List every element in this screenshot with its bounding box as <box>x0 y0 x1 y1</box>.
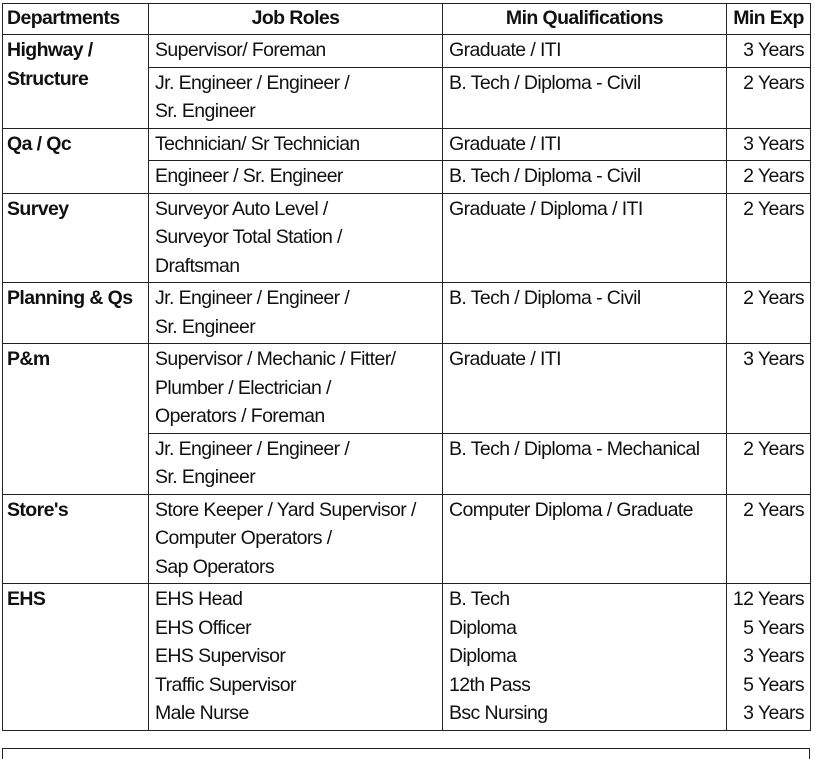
qualification-text: B. Tech / Diploma - Mechanical <box>449 437 700 460</box>
table-row <box>3 344 811 434</box>
job-role-cell <box>149 161 443 194</box>
experience-cell <box>727 584 811 731</box>
job-role-text: Sr. Engineer <box>155 100 256 122</box>
department-cell <box>3 35 149 129</box>
table-row <box>3 584 811 731</box>
bottom-table-edge <box>2 748 810 759</box>
qualification-text: Computer Diploma / Graduate <box>449 498 693 521</box>
qualification-cell <box>443 433 727 494</box>
qualification-cell <box>443 128 727 161</box>
experience-text: 3 Years <box>743 39 804 61</box>
job-role-cell <box>149 67 443 128</box>
qualification-text: Bsc Nursing <box>449 702 548 724</box>
qualification-cell <box>443 67 727 128</box>
department-cell <box>3 494 149 584</box>
header-departments: Departments <box>3 4 149 35</box>
qualification-text: B. Tech / Diploma - Civil <box>449 287 641 309</box>
experience-cell <box>727 193 811 283</box>
job-role-cell <box>149 584 443 731</box>
table-header-row <box>3 4 811 35</box>
job-role-cell <box>149 283 443 344</box>
qualification-text: Diploma <box>449 616 517 639</box>
table-row <box>3 128 811 161</box>
experience-text: 5 Years <box>743 673 804 696</box>
experience-text: 2 Years <box>743 71 804 94</box>
qualification-text: B. Tech <box>449 588 510 610</box>
table-row <box>3 193 811 283</box>
header-min-exp: Min Exp <box>727 4 811 35</box>
qualification-text: B. Tech / Diploma - Civil <box>449 71 641 94</box>
job-role-text: Sap Operators <box>155 555 275 578</box>
experience-cell <box>727 128 811 161</box>
experience-text: 2 Years <box>743 498 804 521</box>
job-role-cell <box>149 433 443 494</box>
job-role-text: EHS Supervisor <box>155 645 286 667</box>
table-row <box>3 283 811 344</box>
qualification-text: Graduate / ITI <box>449 348 561 370</box>
table-row <box>3 35 811 68</box>
job-role-text: Traffic Supervisor <box>155 673 296 696</box>
department-label: Planning & Qs <box>7 287 133 309</box>
job-role-text: Jr. Engineer / Engineer / <box>155 287 350 309</box>
job-role-text: Supervisor/ Foreman <box>155 39 326 61</box>
job-role-text: Engineer / Sr. Engineer <box>155 165 343 187</box>
job-role-text: EHS Officer <box>155 616 251 639</box>
experience-cell <box>727 433 811 494</box>
qualification-cell <box>443 161 727 194</box>
header-min-qualifications: Min Qualifications <box>443 4 727 35</box>
experience-text: 2 Years <box>743 165 804 187</box>
qualification-text: B. Tech / Diploma - Civil <box>449 165 641 187</box>
job-role-text: Surveyor Auto Level / <box>155 197 328 220</box>
job-role-text: Jr. Engineer / Engineer / <box>155 71 350 94</box>
qualification-text: 12th Pass <box>449 673 531 696</box>
qualification-cell <box>443 35 727 68</box>
experience-cell <box>727 344 811 434</box>
experience-cell <box>727 494 811 584</box>
job-role-text: Jr. Engineer / Engineer / <box>155 437 350 460</box>
qualification-text: Diploma <box>449 645 517 667</box>
experience-text: 3 Years <box>743 132 804 155</box>
experience-text: 2 Years <box>743 197 804 220</box>
table-body <box>3 35 811 731</box>
experience-cell <box>727 35 811 68</box>
job-role-cell <box>149 344 443 434</box>
job-role-text: Plumber / Electrician / <box>155 376 331 399</box>
experience-cell <box>727 161 811 194</box>
experience-text: 3 Years <box>743 645 804 667</box>
department-cell <box>3 344 149 495</box>
experience-cell <box>727 283 811 344</box>
qualification-cell <box>443 193 727 283</box>
department-label: Highway / <box>7 39 93 61</box>
qualification-cell <box>443 584 727 731</box>
job-role-cell <box>149 193 443 283</box>
job-role-text: Sr. Engineer <box>155 315 256 338</box>
job-role-text: EHS Head <box>155 588 243 610</box>
experience-text: 3 Years <box>743 348 804 370</box>
header-job-roles: Job Roles <box>149 4 443 35</box>
job-role-cell <box>149 494 443 584</box>
department-label: Survey <box>7 197 69 220</box>
job-role-text: Sr. Engineer <box>155 466 256 488</box>
job-role-text: Computer Operators / <box>155 527 332 549</box>
qualification-text: Graduate / ITI <box>449 39 561 61</box>
jobs-table <box>2 3 811 731</box>
qualification-text: Graduate / ITI <box>449 132 561 155</box>
qualification-cell <box>443 344 727 434</box>
experience-text: 2 Years <box>743 437 804 460</box>
job-role-text: Supervisor / Mechanic / Fitter/ <box>155 348 396 370</box>
job-role-text: Technician/ Sr Technician <box>155 132 360 155</box>
job-role-text: Surveyor Total Station / <box>155 226 342 248</box>
department-cell <box>3 193 149 283</box>
job-role-text: Male Nurse <box>155 702 249 724</box>
experience-text: 12 Years <box>732 588 804 610</box>
table-row <box>3 494 811 584</box>
department-cell <box>3 584 149 731</box>
department-cell <box>3 283 149 344</box>
experience-text: 2 Years <box>743 287 804 309</box>
experience-text: 3 Years <box>743 702 804 724</box>
job-role-text: Operators / Foreman <box>155 405 325 427</box>
department-label: Qa / Qc <box>7 132 72 155</box>
qualification-cell <box>443 283 727 344</box>
job-role-cell <box>149 128 443 161</box>
job-role-text: Draftsman <box>155 254 240 277</box>
experience-cell <box>727 67 811 128</box>
job-role-cell <box>149 35 443 68</box>
qualification-text: Graduate / Diploma / ITI <box>449 197 643 220</box>
qualification-cell <box>443 494 727 584</box>
job-role-text: Store Keeper / Yard Supervisor / <box>155 498 416 521</box>
department-label: Store's <box>7 498 69 521</box>
department-cell <box>3 128 149 193</box>
department-label: EHS <box>7 588 46 610</box>
experience-text: 5 Years <box>743 616 804 639</box>
department-label: P&m <box>7 348 50 370</box>
department-label: Structure <box>7 67 89 90</box>
